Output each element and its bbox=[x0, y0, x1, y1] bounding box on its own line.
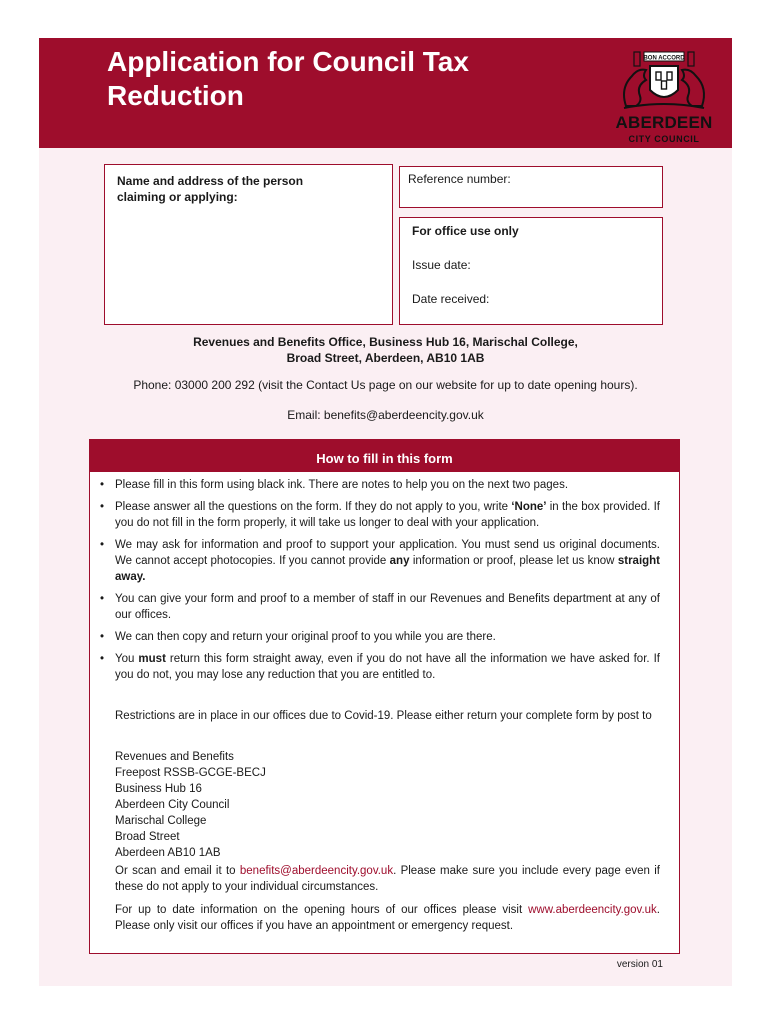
how-to-heading: How to fill in this form bbox=[90, 440, 679, 472]
applicant-box-label: Name and address of the person claiming or applying: bbox=[117, 174, 304, 204]
coat-of-arms-icon bbox=[604, 50, 724, 112]
aberdeen-city-council-logo bbox=[604, 50, 724, 146]
instructions-list bbox=[98, 477, 660, 689]
office-use-heading: For office use only bbox=[412, 224, 519, 238]
title-line-2: Reduction bbox=[107, 80, 244, 111]
postal-line: Marischal College bbox=[115, 815, 207, 827]
reference-number-label: Reference number: bbox=[408, 172, 511, 186]
office-address-line-2: Broad Street, Aberdeen, AB10 1AB bbox=[286, 351, 485, 365]
website-link[interactable]: www.aberdeencity.gov.uk bbox=[528, 904, 657, 916]
postal-address bbox=[115, 749, 266, 861]
office-address bbox=[39, 334, 732, 366]
list-item: • You can give your form and proof to a member of staff in our Revenues and Benefits department at any of our offices. bbox=[98, 591, 660, 623]
contact-email: Email: benefits@aberdeencity.gov.uk bbox=[287, 408, 484, 422]
office-address-line-1: Revenues and Benefits Office, Business Hub 16, Marischal College, bbox=[193, 335, 578, 349]
postal-line: Broad Street bbox=[115, 831, 180, 843]
date-received-label: Date received: bbox=[412, 292, 490, 306]
list-item: • Please answer all the questions on the form. If they do not apply to you, write ‘None’ in the box provided. If you do not fill in the form properly, it will take us longer to deal with your application. bbox=[98, 499, 660, 531]
scan-email-text: Or scan and email it to benefits@aberdeencity.gov.uk. Please make sure you include every page even if these do not apply to your individual circumstances. bbox=[115, 865, 661, 893]
list-item: • You must return this form straight away, even if you do not have all the information we have asked for. If you do not, you may lose any reduction that you are entitled to. bbox=[98, 651, 660, 683]
postal-line: Freepost RSSB-GCGE-BECJ bbox=[115, 767, 266, 779]
title-line-1: Application for Council Tax bbox=[107, 46, 469, 77]
logo-subname: CITY COUNCIL bbox=[628, 134, 700, 144]
contact-phone: Phone: 03000 200 292 (visit the Contact Us page on our website for up to date opening hours). bbox=[133, 378, 638, 392]
benefits-email-link[interactable]: benefits@aberdeencity.gov.uk bbox=[239, 865, 394, 877]
issue-date-label: Issue date: bbox=[412, 258, 471, 272]
logo-motto: BON ACCORD bbox=[643, 55, 685, 62]
version-label: version 01 bbox=[616, 959, 663, 970]
office-use-box bbox=[399, 217, 663, 325]
reference-number-box[interactable] bbox=[399, 166, 663, 208]
applicant-name-address-box[interactable] bbox=[104, 164, 393, 325]
list-item: • Please fill in this form using black ink. There are notes to help you on the next two pages. bbox=[98, 477, 660, 493]
how-to-fill-section bbox=[89, 439, 680, 954]
covid-restrictions-text: Restrictions are in place in our offices due to Covid-19. Please either return your complete form by post to bbox=[115, 710, 652, 722]
opening-hours-text: For up to date information on the opening hours of our offices please visit www.aberdeencity.gov.uk. Please only visit our offices if you have an appointment or emergency request. bbox=[115, 904, 660, 932]
list-item: • We may ask for information and proof to support your application. You must send us original documents. We cannot accept photocopies. If you cannot provide any information or proof, please let us know straight away. bbox=[98, 537, 660, 585]
page-title bbox=[107, 45, 577, 113]
postal-line: Aberdeen AB10 1AB bbox=[115, 847, 221, 859]
postal-line: Aberdeen City Council bbox=[115, 799, 230, 811]
postal-line: Business Hub 16 bbox=[115, 783, 202, 795]
logo-name: ABERDEEN bbox=[615, 113, 713, 132]
postal-line: Revenues and Benefits bbox=[115, 751, 234, 763]
list-item: • We can then copy and return your original proof to you while you are there. bbox=[98, 629, 660, 645]
form-page bbox=[39, 38, 732, 986]
